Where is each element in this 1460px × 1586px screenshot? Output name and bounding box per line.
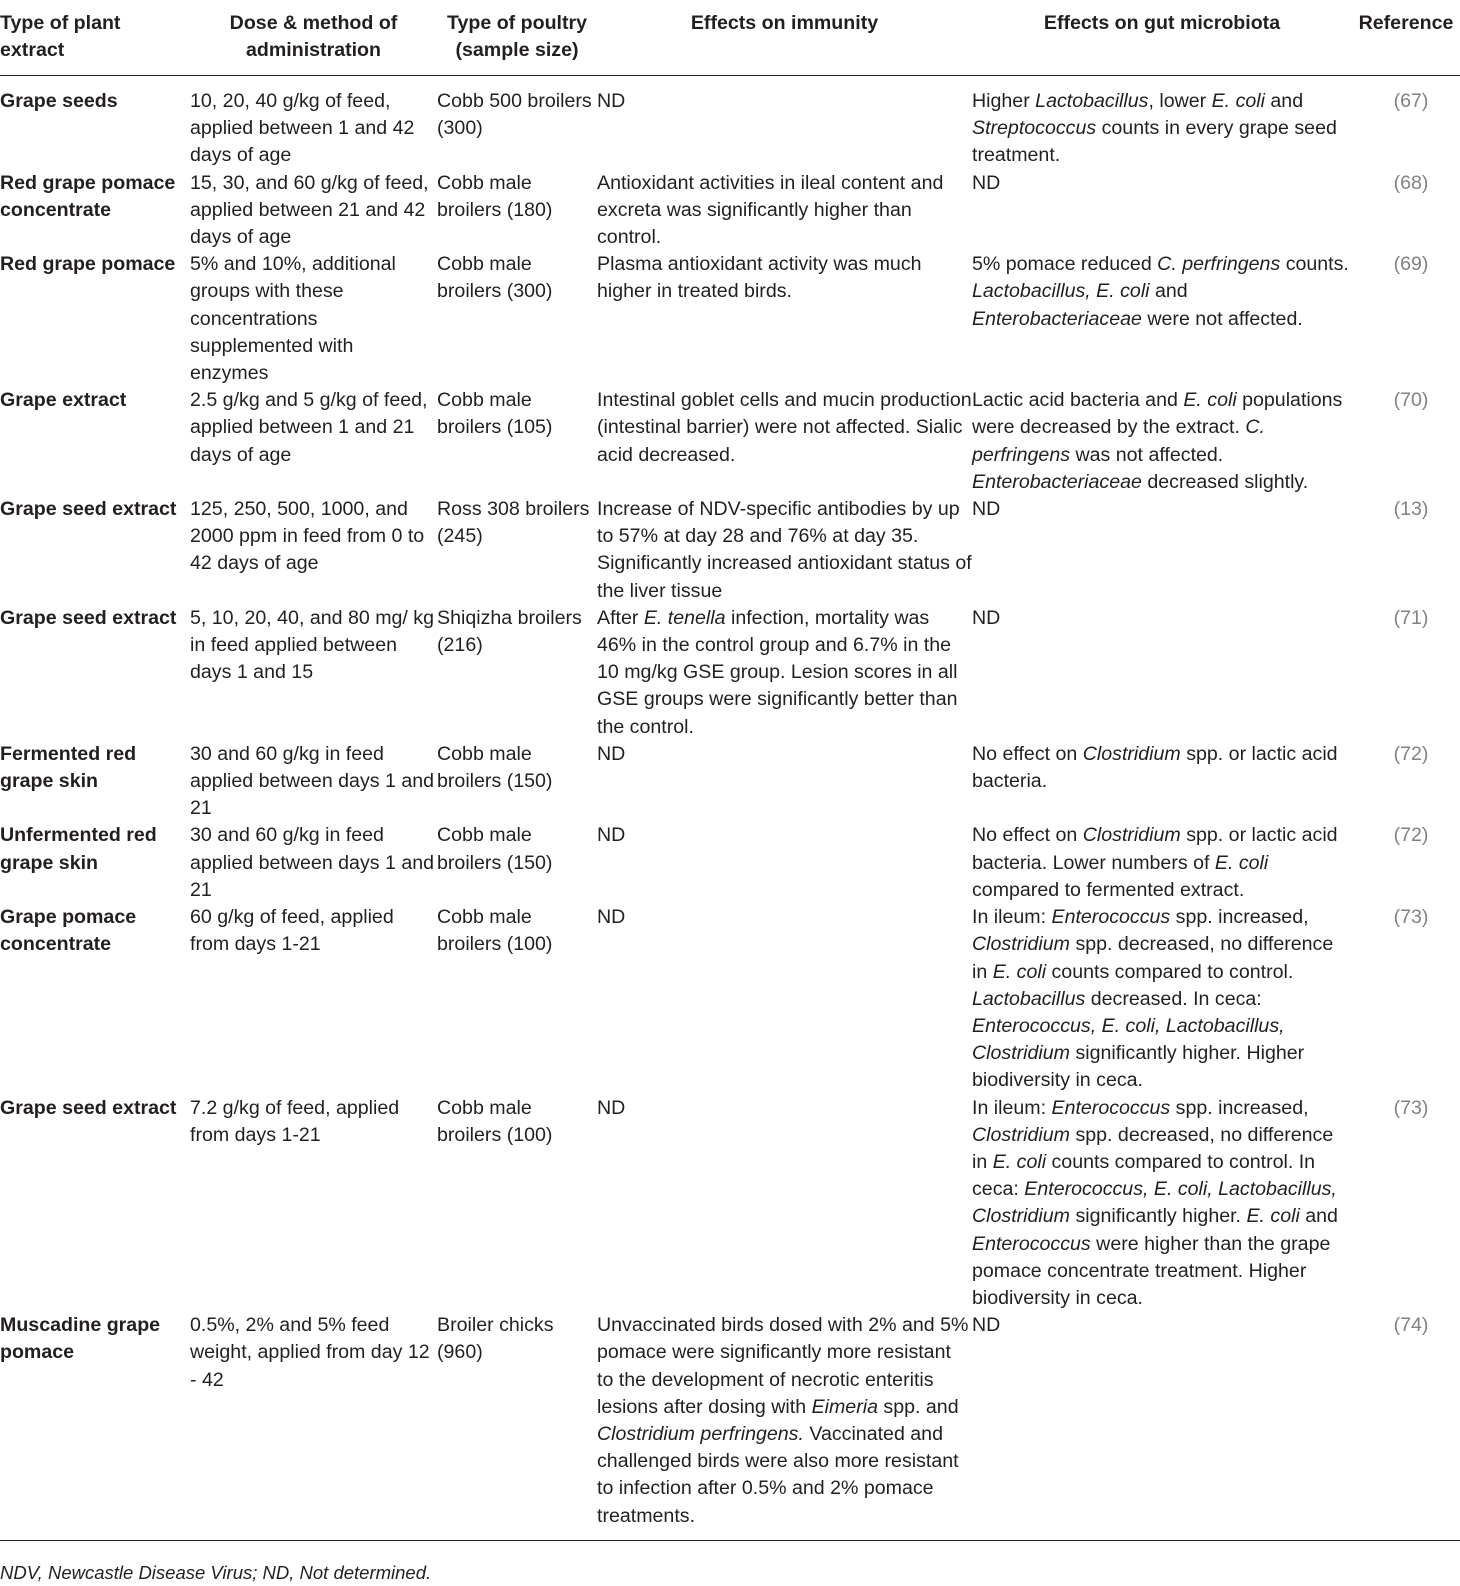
text-segment: No effect on [972, 824, 1083, 847]
cell-reference: (73) [1393, 906, 1429, 929]
cell-poultry: Shiqizha broilers (216) [437, 606, 582, 657]
cell-microbiota [972, 1095, 1352, 1313]
table-row [0, 76, 1460, 170]
table-row [0, 904, 1460, 1094]
text-segment: Antioxidant activities in ileal content and excreta was significantly higher than control. [597, 171, 944, 249]
text-segment: C. perfringens [1157, 253, 1281, 276]
text-segment: 5% pomace reduced [972, 253, 1158, 276]
text-segment: E. coli [992, 1150, 1047, 1173]
text-segment: ND [972, 606, 1001, 629]
cell-immunity [597, 76, 972, 170]
text-segment: Intestinal goblet cells and mucin production (intestinal barrier) were not affected. Sialic acid decreased. [597, 389, 972, 466]
cell-immunity [597, 741, 972, 823]
cell-poultry: Cobb male broilers (105) [437, 389, 553, 439]
text-segment: decreased slightly. [1141, 470, 1309, 493]
text-segment: decreased. In ceca: [1085, 987, 1262, 1010]
text-segment: and [1264, 90, 1304, 112]
cell-poultry: Cobb male broilers (150) [437, 742, 553, 793]
cell-plant-extract: Muscadine grape pomace [0, 1312, 190, 1540]
text-segment: Enterococcus, E. coli, Lactobacillus, Clostridium [972, 1178, 1337, 1228]
header-row [0, 10, 1460, 76]
text-segment: Lactobacillus [972, 987, 1086, 1010]
cell-microbiota [972, 170, 1352, 252]
text-segment: E. coli [1246, 1205, 1300, 1228]
cell-immunity [597, 496, 972, 605]
cell-reference: (73) [1393, 1096, 1429, 1119]
text-segment: , lower [1148, 90, 1212, 112]
cell-dose: 30 and 60 g/kg in feed applied between days 1 and 21 [190, 742, 435, 820]
text-segment: ND [972, 1314, 1001, 1337]
cell-dose: 7.2 g/kg of feed, applied from days 1-21 [190, 1096, 400, 1146]
header-poultry: Type of poultry (sample size) [437, 10, 597, 76]
cell-immunity [597, 822, 972, 904]
text-segment: E. coli [1214, 851, 1269, 874]
header-dose: Dose & method of administration [190, 10, 437, 76]
text-segment: E. coli [1211, 90, 1265, 112]
text-segment: significantly higher. [1070, 1205, 1247, 1228]
text-segment: ND [597, 1096, 626, 1119]
cell-dose: 5, 10, 20, 40, and 80 mg/ kg in feed applied between days 1 and 15 [190, 606, 435, 684]
text-segment: Enterococcus [1051, 906, 1171, 929]
cell-poultry: Cobb male broilers (100) [437, 906, 553, 956]
text-segment: Eimeria [811, 1395, 878, 1418]
text-segment: spp. or lactic acid bacteria. [972, 742, 1338, 793]
text-segment: was not affected. [1070, 443, 1224, 466]
text-segment: significantly higher. Higher biodiversity in ceca. [972, 1042, 1305, 1092]
header-reference: Reference [1352, 10, 1460, 76]
text-segment: C. perfringens [972, 416, 1265, 466]
cell-plant-extract: Red grape pomace [0, 253, 176, 276]
cell-microbiota [972, 387, 1352, 496]
text-segment: After [597, 606, 644, 629]
table-row [0, 1095, 1460, 1313]
text-segment: compared to fermented extract. [972, 878, 1245, 901]
text-segment: spp. and [877, 1395, 959, 1418]
cell-immunity [597, 387, 972, 496]
table-row [0, 1312, 1460, 1540]
cell-reference: (69) [1393, 253, 1429, 276]
text-segment: counts. [1280, 253, 1349, 276]
text-segment: Enterococcus [972, 1232, 1091, 1255]
cell-poultry: Cobb male broilers (150) [437, 824, 553, 874]
text-segment: populations were decreased by the extract. [972, 389, 1343, 439]
text-segment: ND [597, 824, 626, 847]
cell-plant-extract: Unfermented red grape skin [0, 824, 157, 874]
text-segment: spp. increased, [1170, 1096, 1309, 1119]
cell-plant-extract: Grape pomace concentrate [0, 906, 137, 956]
cell-poultry: Cobb male broilers (300) [437, 253, 553, 303]
text-segment: Enterococcus, E. coli, Lactobacillus, Clostridium [972, 1014, 1285, 1065]
data-table [0, 10, 1460, 1541]
text-segment: counts in every grape seed treatment. [972, 117, 1337, 167]
cell-microbiota [972, 251, 1352, 387]
text-segment: were higher than the grape pomace concentrate treatment. Higher biodiversity in ceca. [972, 1232, 1331, 1309]
text-segment: Enterobacteriaceae [972, 307, 1142, 330]
table-row [0, 605, 1460, 741]
cell-immunity [597, 170, 972, 252]
table-row [0, 170, 1460, 252]
cell-dose: 60 g/kg of feed, applied from days 1-21 [190, 906, 394, 956]
text-segment: spp. decreased, no difference in [972, 1123, 1334, 1173]
text-segment: Lactic acid bacteria and [972, 389, 1184, 412]
text-segment: infection, mortality was 46% in the control group and 6.7% in the 10 mg/kg GSE group. Lesion scores in all GSE groups were significantly better than the control. [597, 606, 958, 738]
cell-plant-extract: Grape seed extract [0, 1096, 177, 1119]
table-row [0, 496, 1460, 605]
text-segment: Clostridium [972, 1123, 1070, 1146]
text-segment: E. tenella [643, 606, 726, 629]
text-segment: and [1299, 1205, 1338, 1228]
text-segment: ND [972, 171, 1001, 194]
cell-immunity [597, 904, 972, 1094]
cell-poultry: Ross 308 broilers (245) [437, 498, 590, 548]
cell-reference: (68) [1393, 171, 1429, 194]
cell-dose: 125, 250, 500, 1000, and 2000 ppm in feed from 0 to 42 days of age [190, 498, 425, 575]
table-row [0, 822, 1460, 904]
cell-plant-extract: Fermented red grape skin [0, 742, 137, 793]
text-segment: Streptococcus [972, 117, 1097, 140]
cell-microbiota [972, 822, 1352, 904]
text-segment: spp. decreased, no difference in [972, 933, 1334, 983]
text-segment: spp. increased, [1170, 906, 1309, 929]
text-segment: In ileum: [972, 906, 1052, 929]
cell-microbiota [972, 76, 1352, 170]
cell-plant-extract: Grape seed extract [0, 498, 177, 521]
text-segment: Higher [972, 90, 1036, 112]
text-segment: Plasma antioxidant activity was much higher in treated birds. [597, 253, 922, 303]
cell-immunity [597, 1095, 972, 1313]
text-segment: E. coli [992, 960, 1047, 983]
text-segment: Enterococcus [1051, 1096, 1171, 1119]
cell-immunity [597, 605, 972, 741]
cell-immunity [597, 251, 972, 387]
text-segment: spp. or lactic acid bacteria. Lower numbers of [972, 824, 1338, 874]
cell-plant-extract: Grape extract [0, 389, 127, 412]
cell-reference: (72) [1393, 742, 1429, 765]
cell-dose: 5% and 10%, additional groups with these concentrations supplemented with enzymes [190, 253, 396, 385]
text-segment: were not affected. [1141, 307, 1303, 330]
cell-plant-extract: Grape seeds [0, 90, 118, 112]
cell-reference: (70) [1393, 389, 1429, 412]
cell-reference: (13) [1393, 498, 1429, 521]
text-segment: Enterobacteriaceae [972, 470, 1142, 493]
cell-reference: (72) [1393, 824, 1429, 847]
text-segment: Unvaccinated birds dosed with 2% and 5% pomace were significantly more resistant to the development of necrotic enteritis lesions after dosing with [597, 1314, 969, 1418]
text-segment: Clostridium [1082, 742, 1181, 765]
text-segment: E. coli [1183, 389, 1237, 412]
cell-dose: 30 and 60 g/kg in feed applied between days 1 and 21 [190, 824, 435, 901]
cell-poultry: Cobb 500 broilers (300) [437, 90, 592, 140]
cell-dose: 15, 30, and 60 g/kg of feed, applied between 21 and 42 days of age [190, 171, 429, 249]
text-segment: and [1149, 280, 1188, 303]
text-segment: Clostridium [1082, 824, 1181, 847]
cell-microbiota [972, 741, 1352, 823]
header-plant-extract: Type of plant extract [0, 10, 190, 76]
text-segment: counts compared to control. In ceca: [972, 1150, 1316, 1201]
cell-microbiota [972, 605, 1352, 741]
table-row [0, 387, 1460, 496]
text-segment: Increase of NDV-specific antibodies by up to 57% at day 28 and 76% at day 35. Significantly increased antioxidant status of the liver tissue [597, 498, 972, 602]
text-segment: Clostridium perfringens. [597, 1422, 804, 1445]
cell-dose: 10, 20, 40 g/kg of feed, applied between 1 and 42 days of age [190, 90, 415, 167]
text-segment: In ileum: [972, 1096, 1052, 1119]
table-row [0, 251, 1460, 387]
cell-dose: 2.5 g/kg and 5 g/kg of feed, applied between 1 and 21 days of age [190, 389, 428, 466]
text-segment: ND [597, 906, 626, 929]
text-segment: Clostridium [972, 933, 1070, 956]
cell-plant-extract: Red grape pomace concentrate [0, 171, 176, 221]
cell-microbiota [972, 496, 1352, 605]
text-segment: ND [972, 498, 1001, 521]
cell-microbiota [972, 1312, 1352, 1540]
cell-reference: (74) [1352, 1312, 1460, 1540]
cell-plant-extract: Grape seed extract [0, 606, 177, 629]
text-segment: No effect on [972, 742, 1083, 765]
text-segment: counts compared to control. [1046, 960, 1294, 983]
table-footnote: NDV, Newcastle Disease Virus; ND, Not determined. [0, 1562, 432, 1583]
cell-microbiota [972, 904, 1352, 1094]
cell-reference: (71) [1393, 606, 1429, 629]
text-segment: ND [597, 90, 626, 112]
cell-dose: 0.5%, 2% and 5% feed weight, applied from day 12 - 42 [190, 1312, 437, 1540]
header-immunity: Effects on immunity [597, 10, 972, 76]
cell-reference: (67) [1393, 90, 1429, 112]
text-segment: ND [597, 742, 626, 765]
text-segment: Lactobacillus, E. coli [972, 280, 1150, 303]
text-segment: Lactobacillus [1035, 90, 1149, 112]
cell-poultry: Cobb male broilers (100) [437, 1096, 553, 1146]
header-microbiota: Effects on gut microbiota [972, 10, 1352, 76]
table-row [0, 741, 1460, 823]
cell-poultry: Cobb male broilers (180) [437, 171, 553, 221]
cell-poultry: Broiler chicks (960) [437, 1312, 597, 1540]
cell-immunity [597, 1312, 972, 1540]
text-segment: Vaccinated and challenged birds were also more resistant to infection after 0.5% and 2% pomace treatments. [597, 1422, 959, 1527]
